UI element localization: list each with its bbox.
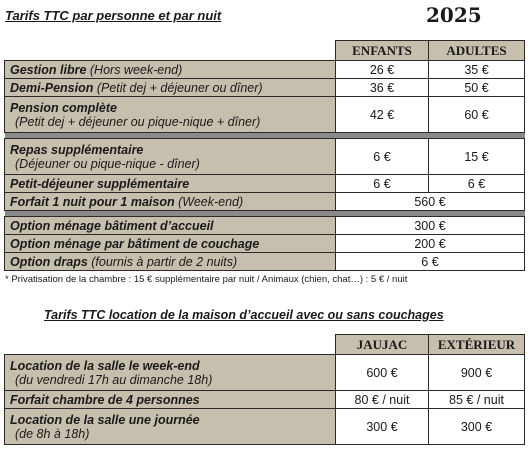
- price-enfants: 6 €: [336, 139, 429, 175]
- row-detail: (de 8h à 18h): [15, 426, 90, 441]
- table-row: [5, 217, 525, 235]
- price-enfants: 6 €: [336, 175, 429, 193]
- table-row: [5, 235, 525, 253]
- row-label: Pension complète: [10, 100, 117, 115]
- row-detail: (Déjeuner ou pique-nique - dîner): [15, 156, 200, 171]
- column-header-enfants: ENFANTS: [336, 41, 429, 61]
- column-header-adultes: ADULTES: [429, 41, 525, 61]
- section-title: Tarifs TTC location de la maison d’accueil avec ou sans couchages: [44, 308, 444, 322]
- row-label: Option ménage bâtiment d’accueil: [10, 218, 214, 233]
- row-label: Option draps: [10, 254, 88, 269]
- row-detail: (Hors week-end): [89, 62, 183, 77]
- table-row: [5, 139, 525, 175]
- row-label: Forfait 1 nuit pour 1 maison: [10, 194, 175, 209]
- price-jaujac: 80 € / nuit: [336, 391, 429, 409]
- table-row: [5, 253, 525, 271]
- price-jaujac: 300 €: [336, 409, 429, 445]
- table-row: [5, 409, 525, 445]
- row-label: Petit-déjeuner supplémentaire: [10, 176, 190, 191]
- price-forfait: 560 €: [336, 193, 525, 211]
- price-enfants: 26 €: [336, 61, 429, 79]
- row-detail: (Week-end): [178, 194, 244, 209]
- table-row: [5, 61, 525, 79]
- price-adultes: 35 €: [429, 61, 525, 79]
- price-adultes: 15 €: [429, 139, 525, 175]
- column-header-exterieur: EXTÉRIEUR: [429, 335, 525, 355]
- page-title: Tarifs TTC par personne et par nuit: [5, 8, 222, 23]
- table-row: [5, 97, 525, 133]
- price-jaujac: 600 €: [336, 355, 429, 391]
- price-option: 300 €: [336, 217, 525, 235]
- price-adultes: 50 €: [429, 79, 525, 97]
- footnote: * Privatisation de la chambre : 15 € supplémentaire par nuit / Animaux (chien, chat…) : 5 € / nuit: [5, 274, 408, 285]
- price-enfants: 42 €: [336, 97, 429, 133]
- price-option: 200 €: [336, 235, 525, 253]
- location-table: [4, 334, 525, 445]
- row-detail: (du vendredi 17h au dimanche 18h): [15, 372, 213, 387]
- price-exterieur: 300 €: [429, 409, 525, 445]
- row-label: Location de la salle le week-end: [10, 358, 200, 373]
- row-detail: (fournis à partir de 2 nuits): [91, 254, 238, 269]
- row-label: Forfait chambre de 4 personnes: [10, 392, 200, 407]
- row-detail: (Petit dej + déjeuner ou pique-nique + dîner): [15, 114, 261, 129]
- row-label: Option ménage par bâtiment de couchage: [10, 236, 260, 251]
- column-header-jaujac: JAUJAC: [336, 335, 429, 355]
- tarifs-table: [4, 40, 525, 271]
- price-exterieur: 85 € / nuit: [429, 391, 525, 409]
- year-label: 2025: [426, 3, 482, 27]
- row-detail: (Petit dej + déjeuner ou dîner): [96, 80, 263, 95]
- table-row: [5, 79, 525, 97]
- row-label: Location de la salle une journée: [10, 412, 200, 427]
- price-option: 6 €: [336, 253, 525, 271]
- row-label: Demi-Pension: [10, 80, 94, 95]
- row-label: Gestion libre: [10, 62, 87, 77]
- price-adultes: 60 €: [429, 97, 525, 133]
- table-row: [5, 193, 525, 211]
- table-row: [5, 355, 525, 391]
- price-adultes: 6 €: [429, 175, 525, 193]
- table-row: [5, 175, 525, 193]
- row-label: Repas supplémentaire: [10, 142, 144, 157]
- price-enfants: 36 €: [336, 79, 429, 97]
- price-exterieur: 900 €: [429, 355, 525, 391]
- table-row: [5, 391, 525, 409]
